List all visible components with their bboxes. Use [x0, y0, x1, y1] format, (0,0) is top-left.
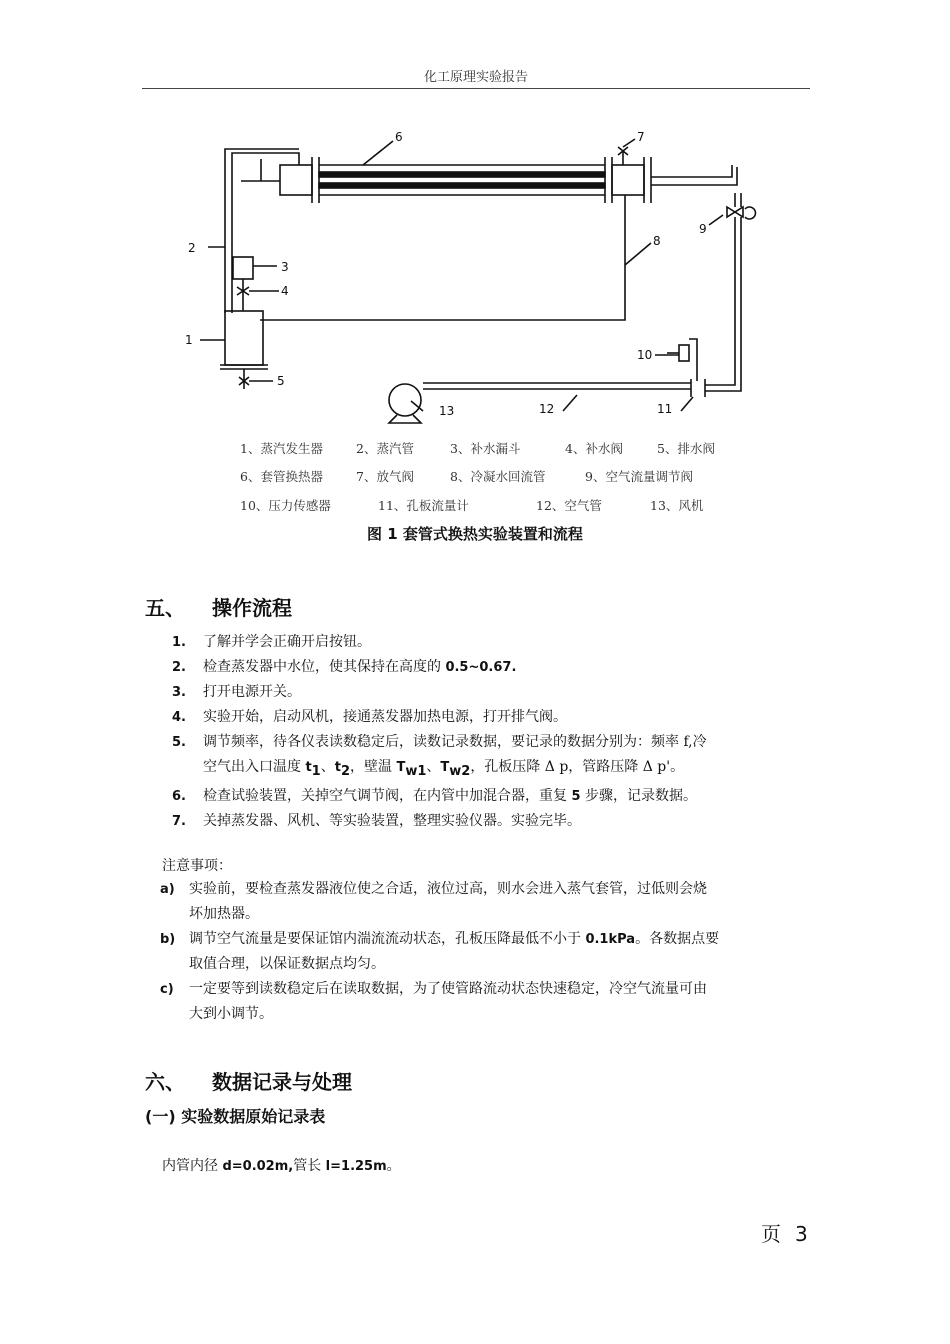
notes-title: 注意事项： — [162, 858, 232, 874]
list-item — [172, 705, 812, 730]
pipe-value: l=1.25m — [325, 1159, 387, 1174]
step-text: 空气出入口温度 — [203, 759, 306, 775]
var-t: t — [334, 760, 341, 775]
step-text: 检查试验装置，关掉空气调节阀，在内管中加混合器，重复 — [203, 787, 572, 804]
legend-item: 7、放气阀 — [356, 469, 414, 484]
subscript: w1 — [405, 763, 427, 779]
step-text: 打开电源开关。 — [203, 684, 301, 700]
exchanger-left-head — [280, 165, 312, 195]
condensate-pipe — [260, 195, 625, 320]
note-text: 大到小调节。 — [189, 1006, 273, 1022]
note-text — [189, 927, 812, 952]
subscript: 1 — [311, 763, 321, 779]
subsection-heading: (一) 实验数据原始记录表 — [145, 1107, 326, 1126]
legend-item: 12、空气管 — [536, 498, 602, 513]
step-number: 4. — [172, 710, 186, 725]
label-12: 12 — [539, 402, 555, 416]
pipe-text: 管长 — [293, 1158, 326, 1174]
step-value: 0.5~0.67. — [445, 660, 517, 675]
header-rule — [142, 88, 810, 89]
step-text: 关掉蒸发器、风机、等实验装置，整理实验仪器。实验完毕。 — [203, 812, 581, 829]
section-title: 操作流程 — [212, 596, 292, 620]
list-item — [172, 680, 812, 705]
figure-caption: 图 1 套管式换热实验装置和流程 — [367, 525, 583, 543]
step-text: ，壁温 — [349, 759, 397, 775]
legend-item: 1、蒸汽发生器 — [240, 441, 323, 456]
list-item — [160, 927, 812, 977]
pressure-sensor — [679, 345, 689, 361]
legend-item: 3、补水漏斗 — [450, 441, 521, 456]
note-marker: b) — [160, 932, 176, 947]
pipe-text: 内管内径 — [162, 1158, 223, 1174]
var-t: t — [305, 760, 312, 775]
list-item — [172, 630, 812, 655]
label-7: 7 — [637, 130, 645, 144]
legend-item: 11、孔板流量计 — [378, 498, 469, 513]
separator: 、 — [320, 759, 335, 775]
label-11: 11 — [657, 402, 673, 416]
note-text: 取值合理，以保证数据点均匀。 — [189, 956, 385, 972]
funnel — [233, 257, 253, 279]
pipe-dimensions — [162, 1155, 401, 1175]
step-text: ，孔板压降 Δ p，管路压降 Δ p'。 — [470, 759, 685, 775]
label-10: 10 — [637, 348, 653, 362]
step-number: 1. — [172, 635, 186, 650]
subscript: 2 — [340, 763, 350, 779]
label-9: 9 — [699, 222, 707, 236]
step-text: 步骤，记录数据。 — [580, 787, 697, 804]
legend-item: 13、风机 — [650, 498, 704, 513]
note-text: 坏加热器。 — [189, 906, 259, 922]
page-header: 化工原理实验报告 — [423, 70, 528, 85]
legend-item: 9、空气流量调节阀 — [585, 469, 693, 484]
step-text: 检查蒸发器中水位，使其保持在高度的 — [203, 659, 446, 675]
step-number: 6. — [172, 788, 186, 804]
label-6: 6 — [395, 130, 403, 144]
exchanger-right-head — [612, 165, 644, 195]
label-13: 13 — [439, 404, 455, 418]
note-marker: a) — [160, 882, 175, 897]
inner-tube — [319, 172, 605, 177]
legend-item: 6、套管换热器 — [240, 469, 323, 484]
air-flow-valve — [727, 207, 743, 217]
pipe-text: 。 — [386, 1158, 401, 1174]
list-item — [172, 809, 812, 834]
step-value: 5 — [571, 788, 581, 804]
list-item — [160, 977, 812, 1027]
section-number: 六、 — [145, 1070, 185, 1094]
page-digit: 3 — [795, 1222, 808, 1246]
step-text: 调节频率，待各仪表读数稳定后，读数记录数据，要记录的数据分别为：频率 f,冷 — [203, 734, 707, 750]
note-text: 一定要等到读数稳定后在读取数据，为了使管路流动状态快速稳定，冷空气流量可由 — [189, 981, 707, 997]
step-number: 2. — [172, 660, 186, 675]
legend-item: 10、压力传感器 — [240, 498, 331, 513]
subscript: w2 — [449, 763, 471, 779]
step-number: 3. — [172, 685, 186, 700]
label-3: 3 — [281, 260, 289, 274]
step-number: 5. — [172, 735, 186, 750]
note-text: 。各数据点要 — [635, 931, 720, 947]
label-5: 5 — [277, 374, 285, 388]
list-item — [172, 655, 812, 680]
list-item — [172, 784, 812, 809]
steam-pipe — [232, 153, 299, 313]
note-text: 实验前，要检查蒸发器液位使之合适，液位过高，则水会进入蒸气套管，过低则会烧 — [189, 881, 707, 897]
procedure-list — [172, 630, 812, 834]
note-value: 0.1kPa — [585, 932, 636, 947]
legend-item: 5、排水阀 — [657, 441, 715, 456]
list-item — [160, 877, 812, 927]
page-number — [761, 1218, 808, 1247]
section-title: 数据记录与处理 — [212, 1070, 352, 1094]
page-label: 页 — [761, 1222, 781, 1246]
label-2: 2 — [188, 241, 196, 255]
notes-list — [160, 877, 812, 1027]
label-1: 1 — [185, 333, 193, 347]
note-marker: c) — [160, 982, 174, 997]
label-4: 4 — [281, 284, 289, 298]
step-text-line-2 — [203, 755, 812, 784]
apparatus-diagram — [175, 125, 775, 425]
step-number: 7. — [172, 813, 186, 829]
var-T: T — [396, 760, 406, 775]
legend-item: 2、蒸汽管 — [356, 441, 414, 456]
steam-generator — [225, 311, 263, 365]
legend-item: 8、冷凝水回流管 — [450, 469, 546, 484]
separator: 、 — [426, 759, 441, 775]
pipe-value: d=0.02m, — [222, 1159, 294, 1174]
section-number: 五、 — [145, 596, 185, 620]
fan — [389, 384, 421, 416]
step-text: 实验开始，启动风机，接通蒸发器加热电源，打开排气阀。 — [203, 709, 567, 725]
legend-item: 4、补水阀 — [565, 441, 623, 456]
label-8: 8 — [653, 234, 661, 248]
list-item — [172, 730, 812, 784]
step-text: 了解并学会正确开启按钮。 — [203, 634, 371, 650]
note-text: 调节空气流量是要保证馆内湍流流动状态，孔板压降最低不小于 — [189, 931, 586, 947]
var-T: T — [440, 760, 450, 775]
